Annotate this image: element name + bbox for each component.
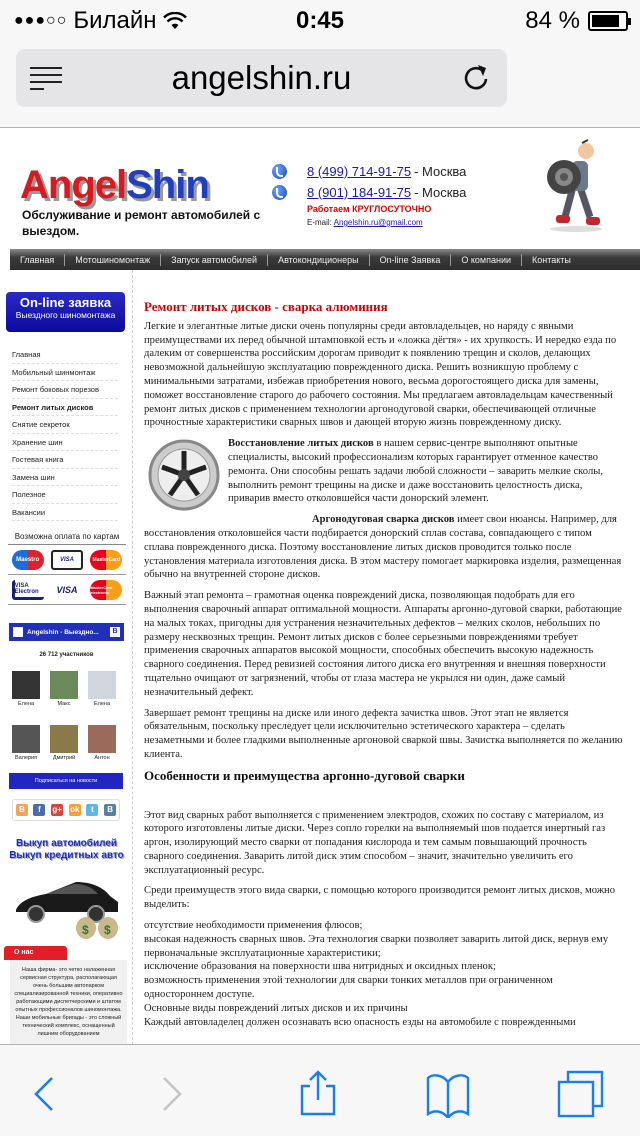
online-request-title: On-line заявка <box>19 295 112 310</box>
nav-item[interactable]: О компании <box>451 254 522 266</box>
bold-term: Восстановление литых дисков <box>228 438 374 450</box>
safari-toolbar <box>0 1044 640 1136</box>
list-item: Основные виды повреждений литых дисков и их причины <box>144 1002 408 1014</box>
bookmarks-icon[interactable] <box>424 1070 472 1118</box>
sidebar-menu-item[interactable]: Гостевая книга <box>12 451 118 469</box>
working-hours: Работаем КРУГЛОСУТОЧНО <box>307 204 432 214</box>
members-count: 26 712 участников <box>39 652 94 658</box>
visa-logo: VISA <box>51 550 83 570</box>
logo-angel: Angel <box>20 163 127 207</box>
article <box>144 270 624 1029</box>
article-paragraph: Завершает ремонт трещины на диске или иного дефекта зачистка швов. Этот этап не является обязательным, поскольку преследует цели исключительно эстетического характера – сделать незаметными и более гладкими выполненные аргоновой сваркой швы. Зачистка выполняется по желанию клиента. <box>144 707 623 760</box>
email-label: E-mail: <box>307 218 332 227</box>
sidebar <box>0 270 133 1044</box>
browser-address-area <box>0 40 640 128</box>
share-icon[interactable] <box>296 1070 340 1118</box>
member-name: Елена <box>17 701 35 707</box>
article-paragraph: Этот вид сварных работ выполняется с применением электродов, схожих по составу с материалом, из которого изготовлены литые диски. Через сопло горелки на выполняемый шов подается инертный газ аргон, изолирующий место сварки от попадания кислорода и тем самым повышающий прочность сварного соединения. Заварить литой диск этим способом – значит, значительно увеличить его эксплуатационный ресурс. <box>144 809 606 876</box>
nav-item[interactable]: Мотошиномонтаж <box>65 254 161 266</box>
subscribe-button[interactable]: Подписаться на новости <box>9 773 123 789</box>
about-text: Наша фирма- это четко налаженная сервисная структура, располагающая очень большим автопарком специализированной техники, оперативно работающими диспетчерскими и штатом опытных профессионалов шиномонтажа. Наши мобильные бригады - это сложный технический комплекс, оснащенный лишним оборудованием <box>10 960 127 1044</box>
avatar-photo <box>12 725 40 753</box>
cards-row <box>8 576 126 605</box>
article-paragraph <box>144 437 624 506</box>
buyout-line-1: Выкуп автомобилей <box>15 838 118 849</box>
buyout-line-2: Выкуп кредитных авто <box>9 850 124 861</box>
payment-title: Возможна оплата по картам <box>8 532 126 545</box>
contacts-block <box>272 161 466 227</box>
list-item: Каждый автовладелец должен осознавать всю опасность езды на автомобиле с поврежденными <box>144 1016 576 1028</box>
sidebar-menu-item[interactable]: Снятие секреток <box>12 416 118 434</box>
email-row <box>307 218 466 227</box>
paragraph-text: имеет свои нюансы. Например, для восстановления отколовшейся части подбирается донорский сплав состава, совпадающего с типом сплава поврежденного диска. Поэтому восстановление литых дисков проводится только после установления материала изготовления диска. В этом мастеру помогает маркировка изделия, размещенная обычно на внутренней стороне дисков. <box>144 514 622 581</box>
car-buyout-banner[interactable] <box>0 838 133 862</box>
phone-row <box>272 161 466 181</box>
address-bar[interactable] <box>16 49 507 107</box>
sidebar-menu-item[interactable]: Ремонт литых дисков <box>12 399 118 417</box>
nav-item[interactable]: Главная <box>10 254 65 266</box>
facebook-icon[interactable]: f <box>33 804 45 816</box>
svg-text:$: $ <box>82 923 89 937</box>
article-paragraph <box>144 513 624 582</box>
twitter-icon[interactable]: t <box>86 804 98 816</box>
mascot-tire-man-image <box>538 137 608 233</box>
sidebar-menu-item[interactable]: Мобильный шинмонтаж <box>12 364 118 382</box>
sidebar-menu-item[interactable]: Ремонт боковых порезов <box>12 381 118 399</box>
phone-link[interactable]: 8 (499) 714-91-75 <box>307 163 412 179</box>
avatar-photo <box>88 671 116 699</box>
member-name: Валерия <box>14 755 38 761</box>
advantages-list <box>144 919 624 1029</box>
logo-shin: Shin <box>126 163 209 207</box>
member-avatar[interactable] <box>50 671 78 707</box>
article-paragraph: Легкие и элегантные литые диски очень популярны среди автовладельцев, но наряду с явными преимуществами их перед обычной штамповкой есть и «ложка дёгтя» - их хрупкость. И нередко езда по далеким от совершенства российским дорогам приводит к появлению трещин и сколов, делающих невозможной дальнейшую эксплуатацию поврежденного диска. Решить возникшую проблему с минимальными затратами, избежав приобретения нового, весьма дорогостоящего диска для замены, поможет восстановление старого до рабочего состояния. Мы предлагаем автовладельцам качественный ремонт литых дисков с применением технологии аргонодуговой сварки, обеспечивающей отличные прочностные характеристики сварных швов и дающей вторую жизнь поврежденному диску. <box>144 320 617 429</box>
alloy-wheel-image <box>144 439 224 511</box>
email-link[interactable]: Angelshin.ru@gmail.com <box>333 218 423 227</box>
odnoklassniki-icon[interactable]: ok <box>70 805 80 814</box>
sidebar-menu-item[interactable]: Хранение шин <box>12 434 118 452</box>
avatar-photo <box>88 725 116 753</box>
nav-item[interactable]: Автокондиционеры <box>268 254 370 266</box>
battery-info <box>525 7 628 35</box>
member-avatar[interactable] <box>88 725 116 761</box>
list-item: отсутствие необходимости применения флюсов; <box>144 920 363 932</box>
member-avatar[interactable] <box>12 725 40 761</box>
paragraph-text: в нашем сервис-центре выполняют опытные специалисты, высокий профессионализм которых гарантирует отменное качество ремонта. Они способны решать задачи любой сложности – заварить мелкие сколы, выполнить ремонт трещины на диске и даже восстановить целостность диска, приварив вместо отколовшейся части донорский элемент. <box>228 438 603 505</box>
cards-row <box>8 546 126 575</box>
list-item: возможность применения этой технологии для сварки тонких металлов при ограниченном одностороннем доступе. <box>144 975 553 1001</box>
vk-group-name: Angelshin - Выездно... <box>27 628 99 636</box>
list-item: высокая надежность сварных швов. Эта технология сварки позволяет заварить литой диск, вернув ему первоначальные эксплуатационные характеристики; <box>144 933 609 959</box>
phone-city: - Москва <box>414 163 467 179</box>
nav-item[interactable]: Контакты <box>532 254 571 265</box>
phone-link[interactable]: 8 (901) 184-91-75 <box>307 184 412 200</box>
tabs-icon[interactable] <box>556 1070 606 1118</box>
web-page <box>0 129 640 1044</box>
main-nav <box>10 249 640 270</box>
avatar-photo <box>50 671 78 699</box>
phone-icon <box>272 164 287 179</box>
sidebar-menu <box>12 346 118 521</box>
back-icon[interactable] <box>22 1070 66 1118</box>
member-avatar[interactable] <box>50 725 78 761</box>
about-tab: О нас <box>4 946 67 960</box>
maestro-logo: Maestro <box>12 550 44 570</box>
google-plus-icon[interactable]: g+ <box>52 805 62 814</box>
list-item: исключение образования на поверхности шва нитридных и оксидных пленок; <box>144 961 496 973</box>
member-name: Елена <box>93 701 111 707</box>
svg-text:$: $ <box>104 923 111 937</box>
mastercard-logo: MasterCard <box>90 550 122 570</box>
carrier-name: Билайн <box>73 7 157 34</box>
avatar-photo <box>12 671 40 699</box>
sidebar-menu-item[interactable]: Вакансии <box>12 504 118 522</box>
battery-percent: 84 % <box>525 7 580 34</box>
vk-icon[interactable]: B <box>104 804 116 816</box>
visa-logo: VISA <box>51 580 83 600</box>
url-text[interactable]: angelshin.ru <box>171 59 352 96</box>
site-tagline: Обслуживание и ремонт автомобилей с выездом. <box>22 208 261 238</box>
member-name: Дмитрий <box>52 755 76 761</box>
vk-group-widget[interactable] <box>9 623 124 641</box>
site-logo[interactable] <box>20 163 209 208</box>
online-request-subtitle: Выездного шиномонтажа <box>15 310 116 320</box>
mastercard-electronic-logo: MasterCard electronic <box>90 580 122 600</box>
battery-icon <box>588 11 628 31</box>
member-avatar[interactable] <box>88 671 116 707</box>
signal-strength-icon: ●●●○○ <box>14 12 68 29</box>
forward-icon[interactable] <box>150 1070 194 1118</box>
vk-icon: B <box>110 627 120 637</box>
nav-item[interactable]: Запуск автомобилей <box>161 254 268 266</box>
sidebar-menu-item[interactable]: Полезное <box>12 486 118 504</box>
phone-icon <box>272 185 287 200</box>
member-avatar[interactable] <box>12 671 40 707</box>
article-title: Ремонт литых дисков - сварка алюминия <box>144 299 388 314</box>
sidebar-menu-item[interactable]: Замена шин <box>12 469 118 487</box>
phone-city: - Москва <box>414 184 467 200</box>
status-bar <box>0 0 640 40</box>
section-heading: Особенности и преимущества аргонно-дуговой сварки <box>144 767 465 783</box>
battery-level <box>592 15 619 27</box>
article-paragraph: Среди преимуществ этого вида сварки, с помощью которого производится ремонт литых дисков, можно выделить: <box>144 885 616 911</box>
online-request-button[interactable] <box>6 292 125 332</box>
visa-electron-logo: VISA Electron <box>12 580 44 600</box>
blogger-icon[interactable]: B <box>16 804 28 816</box>
member-name: Макс <box>57 701 71 707</box>
clock: 0:45 <box>295 7 345 34</box>
phone-row <box>272 182 466 202</box>
members-grid <box>12 671 122 761</box>
nav-item[interactable]: On-line Заявка <box>370 254 452 266</box>
reload-icon[interactable] <box>459 61 493 95</box>
sidebar-menu-item[interactable]: Главная <box>12 346 118 364</box>
social-share-bar <box>12 799 120 821</box>
member-name: Антон <box>94 755 110 761</box>
article-paragraph: Важный этап ремонта – грамотная оценка повреждений диска, позволяющая подобрать для его выполнения сварочный аппарат оптимальной мощности. Аппараты аргонно-дуговой сварки, работающие на малых токах, пригодны для устранения незначительных дефектов – мелких сколов, небольших по размеру несквозных трещин. Ремонт литых дисков с более серьезными повреждениями требует применения сварочных аппаратов высокой мощности, способных обеспечить высокую надежность сварного соединения. Перед ревизией состояния литого диска его внутренняя и внешняя поверхности тщательно очищают от загрязнений, чтобы от глаза мастера не укрылся ни один, даже самый незначительный дефект. <box>144 590 622 698</box>
group-avatar <box>13 627 23 637</box>
avatar-photo <box>50 725 78 753</box>
car-money-image[interactable] <box>12 870 122 940</box>
bold-term: Аргонодуговая сварка дисков <box>312 514 455 526</box>
